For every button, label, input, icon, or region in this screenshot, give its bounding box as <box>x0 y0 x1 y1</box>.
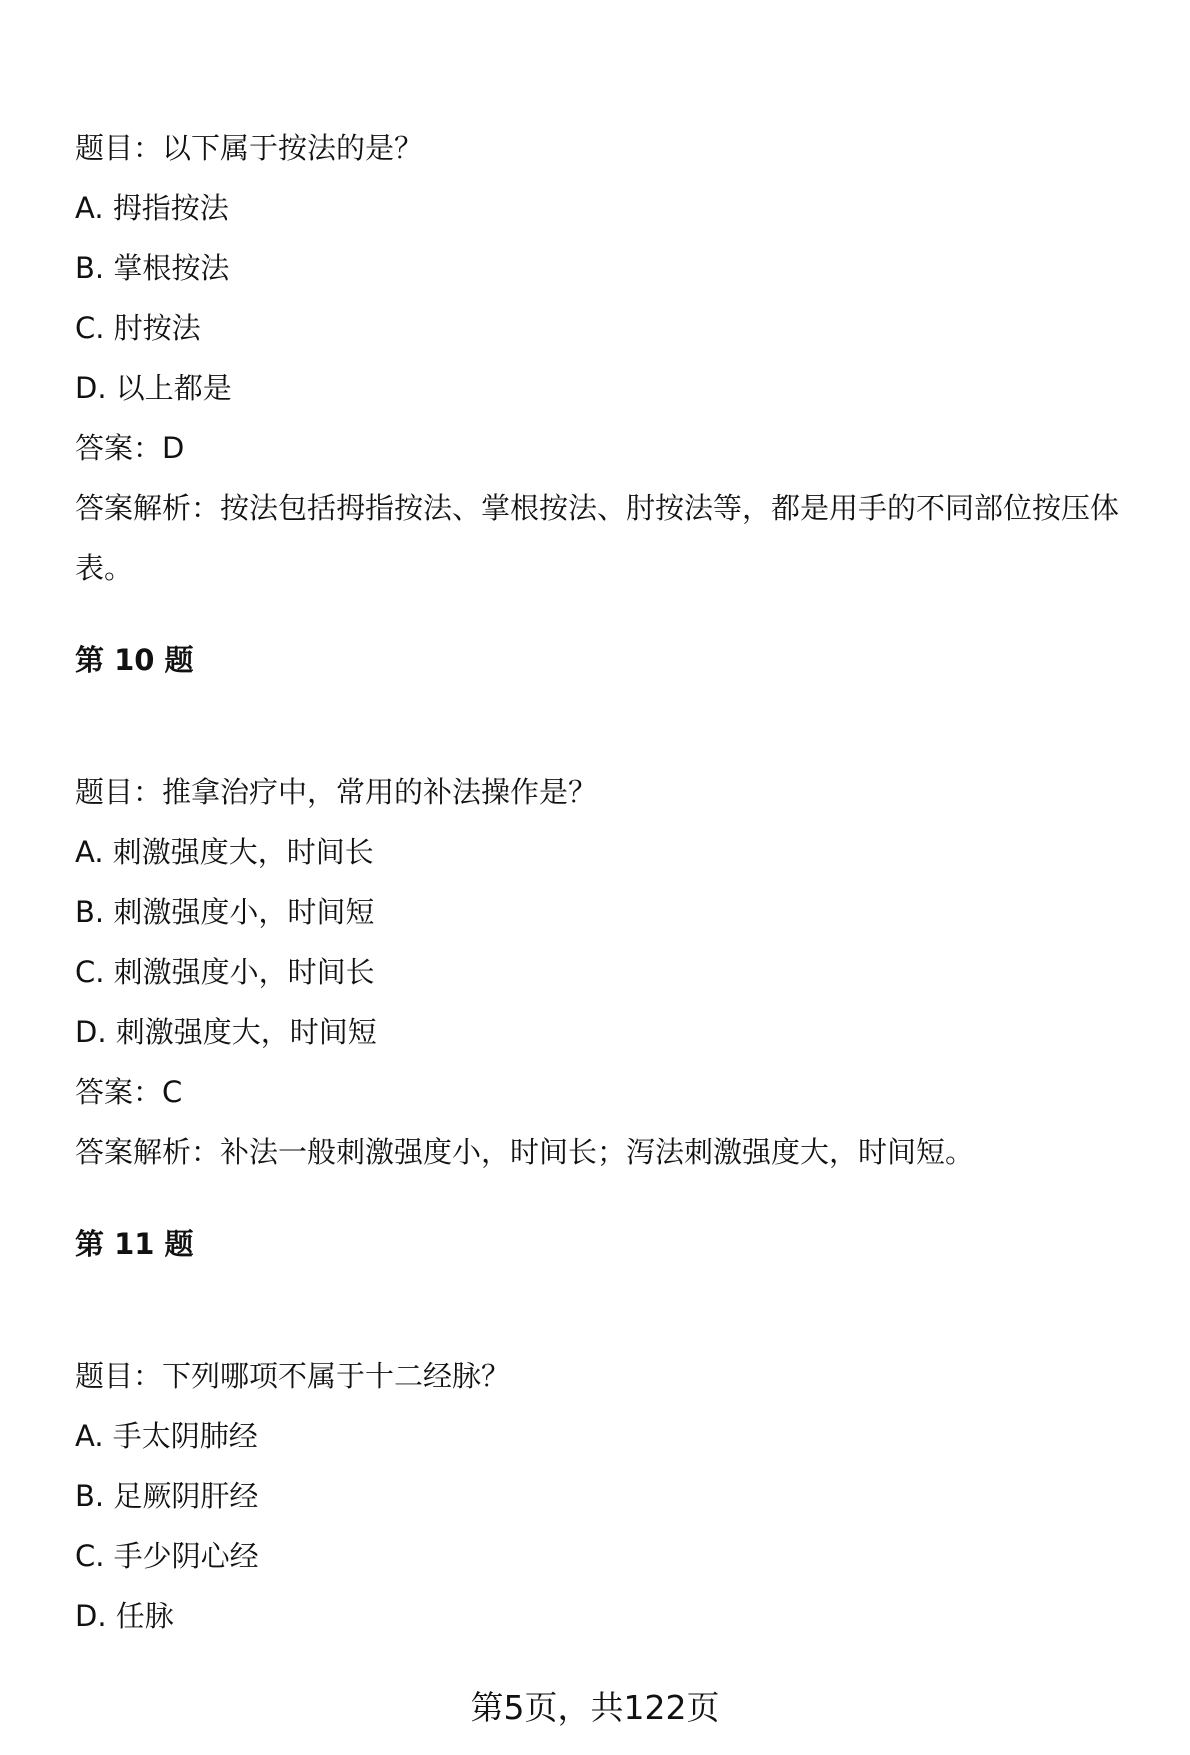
question-text: 题目：推拿治疗中，常用的补法操作是？ <box>75 775 598 809</box>
option-d: D. 任脉 <box>75 1599 174 1633</box>
answer-explanation: 答案解析：按法包括拇指按法、掌根按法、肘按法等，都是用手的不同部位按压体表。 <box>75 491 1120 585</box>
option-c: C. 肘按法 <box>75 311 201 345</box>
question-heading: 第 10 题 <box>75 643 194 677</box>
answer-text: 答案：C <box>75 1075 183 1109</box>
option-b: B. 足厥阴肝经 <box>75 1479 259 1513</box>
question-text: 题目：下列哪项不属于十二经脉？ <box>75 1359 511 1393</box>
question-text: 题目：以下属于按法的是？ <box>75 131 424 165</box>
answer-explanation: 答案解析：补法一般刺激强度小，时间长；泻法刺激强度大，时间短。 <box>75 1135 975 1169</box>
option-a: A. 手太阴肺经 <box>75 1419 258 1453</box>
option-a: A. 拇指按法 <box>75 191 229 225</box>
option-b: B. 刺激强度小，时间短 <box>75 895 375 929</box>
question-heading: 第 11 题 <box>75 1227 194 1261</box>
option-b: B. 掌根按法 <box>75 251 230 285</box>
answer-text: 答案：D <box>75 431 185 465</box>
page-number: 第5页，共122页 <box>470 1688 720 1727</box>
page-content <box>75 118 1160 1646</box>
option-c: C. 手少阴心经 <box>75 1539 259 1573</box>
option-c: C. 刺激强度小，时间长 <box>75 955 375 989</box>
option-a: A. 刺激强度大，时间长 <box>75 835 374 869</box>
option-d: D. 刺激强度大，时间短 <box>75 1015 377 1049</box>
option-d: D. 以上都是 <box>75 371 232 405</box>
